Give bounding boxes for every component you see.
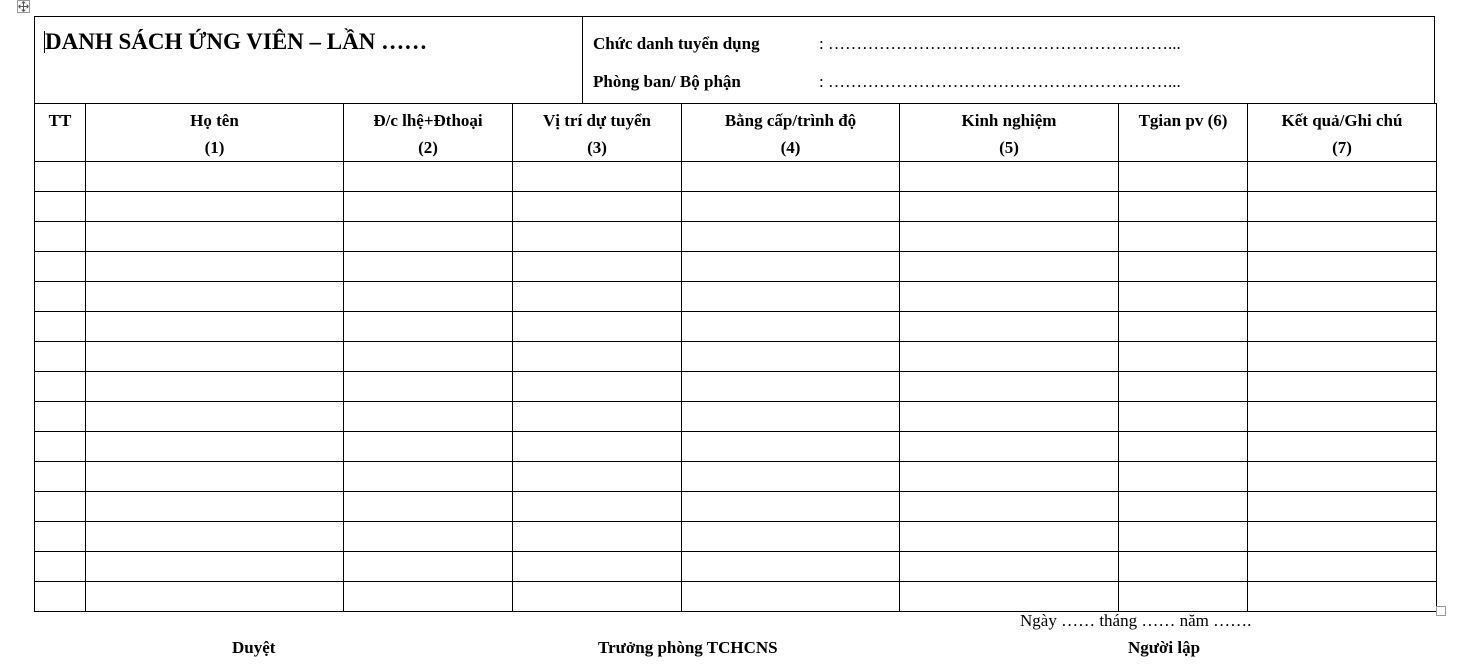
table-cell[interactable] <box>1248 552 1437 582</box>
table-cell[interactable] <box>86 432 344 462</box>
table-cell[interactable] <box>86 462 344 492</box>
table-cell[interactable] <box>682 372 900 402</box>
table-cell[interactable] <box>513 252 682 282</box>
table-row <box>35 342 1437 372</box>
column-header-label: TT <box>48 111 72 130</box>
table-cell[interactable] <box>513 552 682 582</box>
table-cell[interactable] <box>900 162 1119 192</box>
column-header-experience[interactable] <box>900 104 1119 162</box>
table-cell[interactable] <box>1119 312 1248 342</box>
move-arrows-icon <box>18 1 29 12</box>
table-cell[interactable] <box>1119 462 1248 492</box>
table-cell[interactable] <box>682 342 900 372</box>
column-header-number: (1) <box>204 138 225 157</box>
table-cell[interactable] <box>513 192 682 222</box>
position-value[interactable]: : ……………………………………………………... <box>819 34 1181 53</box>
table-cell[interactable] <box>682 222 900 252</box>
table-cell[interactable] <box>35 162 86 192</box>
table-cell[interactable] <box>1248 252 1437 282</box>
table-cell[interactable] <box>344 282 513 312</box>
table-cell[interactable] <box>900 372 1119 402</box>
table-cell[interactable] <box>682 552 900 582</box>
table-row <box>35 462 1437 492</box>
table-cell[interactable] <box>86 492 344 522</box>
table-cell[interactable] <box>35 582 86 612</box>
table-row <box>35 402 1437 432</box>
table-cell[interactable] <box>1119 492 1248 522</box>
column-header-number: (2) <box>418 138 438 157</box>
department-label: Phòng ban/ Bộ phận <box>593 72 741 91</box>
table-row <box>35 582 1437 612</box>
table-cell[interactable] <box>682 402 900 432</box>
table-row <box>35 492 1437 522</box>
column-header-number: (4) <box>780 138 801 157</box>
table-cell[interactable] <box>513 372 682 402</box>
table-cell[interactable] <box>35 522 86 552</box>
table-cell[interactable] <box>35 222 86 252</box>
table-cell[interactable] <box>35 372 86 402</box>
table-row <box>35 252 1437 282</box>
table-cell[interactable] <box>344 552 513 582</box>
signature-approve: Duyệt <box>232 638 276 657</box>
table-cell[interactable] <box>513 162 682 192</box>
table-cell[interactable] <box>1119 552 1248 582</box>
table-row <box>35 432 1437 462</box>
table-cell[interactable] <box>35 402 86 432</box>
table-row <box>35 372 1437 402</box>
table-cell[interactable] <box>86 522 344 552</box>
table-cell[interactable] <box>35 432 86 462</box>
table-cell[interactable] <box>513 462 682 492</box>
table-cell[interactable] <box>682 522 900 552</box>
signature-hr-head: Trưởng phòng TCHCNS <box>598 638 778 657</box>
table-cell[interactable] <box>1248 522 1437 552</box>
table-cell[interactable] <box>1119 192 1248 222</box>
column-header-label: Tgian pv (6) <box>1138 111 1228 130</box>
table-cell[interactable] <box>1248 402 1437 432</box>
document-title[interactable]: DANH SÁCH ỨNG VIÊN – LẦN …… <box>45 29 428 54</box>
table-cell[interactable] <box>35 342 86 372</box>
table-cell[interactable] <box>900 402 1119 432</box>
table-cell[interactable] <box>513 522 682 552</box>
table-move-handle-icon[interactable] <box>17 0 30 13</box>
table-row <box>35 282 1437 312</box>
column-header-label: Bằng cấp/trình độ <box>724 111 857 130</box>
table-cell[interactable] <box>1119 432 1248 462</box>
column-header-label: Vị trí dự tuyển <box>543 111 651 130</box>
table-cell[interactable] <box>344 372 513 402</box>
table-cell[interactable] <box>513 282 682 312</box>
table-cell[interactable] <box>35 492 86 522</box>
table-cell[interactable] <box>344 312 513 342</box>
table-cell[interactable] <box>682 432 900 462</box>
table-cell[interactable] <box>1248 222 1437 252</box>
column-header-label: Kinh nghiệm <box>961 111 1057 130</box>
table-cell[interactable] <box>86 582 344 612</box>
table-cell[interactable] <box>682 462 900 492</box>
table-cell[interactable] <box>900 582 1119 612</box>
table-cell[interactable] <box>682 192 900 222</box>
table-cell[interactable] <box>344 462 513 492</box>
table-cell[interactable] <box>35 312 86 342</box>
table-row <box>35 192 1437 222</box>
table-cell[interactable] <box>1248 162 1437 192</box>
table-cell[interactable] <box>1248 282 1437 312</box>
table-cell[interactable] <box>513 402 682 432</box>
column-header-tt[interactable] <box>35 104 86 162</box>
column-header-number: (5) <box>999 138 1019 157</box>
table-cell[interactable] <box>513 342 682 372</box>
table-cell[interactable] <box>682 492 900 522</box>
table-header-row <box>35 104 1437 162</box>
table-cell[interactable] <box>900 252 1119 282</box>
table-cell[interactable] <box>1119 162 1248 192</box>
table-resize-handle-icon[interactable] <box>1436 606 1446 616</box>
table-cell[interactable] <box>35 252 86 282</box>
table-cell[interactable] <box>1248 462 1437 492</box>
table-cell[interactable] <box>344 252 513 282</box>
table-cell[interactable] <box>1119 372 1248 402</box>
column-header-label: Đ/c lhệ+Đthoại <box>373 111 483 130</box>
position-label: Chức danh tuyển dụng <box>593 34 760 53</box>
table-cell[interactable] <box>513 222 682 252</box>
header-divider <box>582 16 583 104</box>
table-cell[interactable] <box>86 372 344 402</box>
table-cell[interactable] <box>682 582 900 612</box>
table-cell[interactable] <box>682 312 900 342</box>
table-cell[interactable] <box>86 402 344 432</box>
table-cell[interactable] <box>344 582 513 612</box>
column-header-degree[interactable] <box>682 104 900 162</box>
table-cell[interactable] <box>1119 582 1248 612</box>
date-line[interactable]: Ngày …… tháng …… năm ……. <box>1020 611 1252 630</box>
table-row <box>35 522 1437 552</box>
candidate-table <box>34 103 1437 612</box>
table-cell[interactable] <box>35 552 86 582</box>
table-cell[interactable] <box>86 252 344 282</box>
table-cell[interactable] <box>682 252 900 282</box>
table-cell[interactable] <box>900 342 1119 372</box>
table-cell[interactable] <box>86 552 344 582</box>
table-cell[interactable] <box>513 312 682 342</box>
table-cell[interactable] <box>344 492 513 522</box>
table-cell[interactable] <box>1119 222 1248 252</box>
column-header-interview-time[interactable] <box>1119 104 1248 162</box>
table-cell[interactable] <box>513 432 682 462</box>
table-cell[interactable] <box>900 432 1119 462</box>
table-cell[interactable] <box>1248 192 1437 222</box>
table-cell[interactable] <box>1119 342 1248 372</box>
table-body <box>35 162 1437 612</box>
table-cell[interactable] <box>900 522 1119 552</box>
table-cell[interactable] <box>682 282 900 312</box>
table-cell[interactable] <box>1119 282 1248 312</box>
table-cell[interactable] <box>682 162 900 192</box>
table-cell[interactable] <box>1119 402 1248 432</box>
table-cell[interactable] <box>900 462 1119 492</box>
column-header-result[interactable] <box>1248 104 1437 162</box>
table-cell[interactable] <box>1119 252 1248 282</box>
table-cell[interactable] <box>86 282 344 312</box>
column-header-label: Họ tên <box>190 111 239 130</box>
table-cell[interactable] <box>900 222 1119 252</box>
table-cell[interactable] <box>1248 312 1437 342</box>
table-cell[interactable] <box>344 192 513 222</box>
table-cell[interactable] <box>35 192 86 222</box>
table-row <box>35 222 1437 252</box>
table-cell[interactable] <box>513 582 682 612</box>
table-cell[interactable] <box>1248 432 1437 462</box>
column-header-position[interactable] <box>513 104 682 162</box>
table-row <box>35 312 1437 342</box>
table-row <box>35 552 1437 582</box>
table-cell[interactable] <box>1119 522 1248 552</box>
column-header-contact[interactable] <box>344 104 513 162</box>
table-cell[interactable] <box>35 282 86 312</box>
table-cell[interactable] <box>86 312 344 342</box>
table-cell[interactable] <box>1248 342 1437 372</box>
signature-preparer: Người lập <box>1128 638 1201 657</box>
table-cell[interactable] <box>35 462 86 492</box>
table-cell[interactable] <box>513 492 682 522</box>
table-cell[interactable] <box>900 312 1119 342</box>
table-cell[interactable] <box>1248 492 1437 522</box>
column-header-label: Kết quả/Ghi chú <box>1281 111 1403 130</box>
table-cell[interactable] <box>344 522 513 552</box>
department-value[interactable]: : ……………………………………………………... <box>819 72 1181 91</box>
table-cell[interactable] <box>344 222 513 252</box>
column-header-number: (3) <box>587 138 607 157</box>
table-cell[interactable] <box>86 222 344 252</box>
table-cell[interactable] <box>900 552 1119 582</box>
column-header-ho-ten[interactable] <box>86 104 344 162</box>
table-cell[interactable] <box>344 432 513 462</box>
table-row <box>35 162 1437 192</box>
table-cell[interactable] <box>86 342 344 372</box>
table-cell[interactable] <box>900 282 1119 312</box>
table-cell[interactable] <box>1248 372 1437 402</box>
table-cell[interactable] <box>344 402 513 432</box>
table-cell[interactable] <box>86 192 344 222</box>
table-cell[interactable] <box>900 192 1119 222</box>
table-cell[interactable] <box>900 492 1119 522</box>
table-cell[interactable] <box>344 342 513 372</box>
column-header-number: (7) <box>1332 138 1352 157</box>
table-cell[interactable] <box>1248 582 1437 612</box>
table-cell[interactable] <box>344 162 513 192</box>
table-cell[interactable] <box>86 162 344 192</box>
